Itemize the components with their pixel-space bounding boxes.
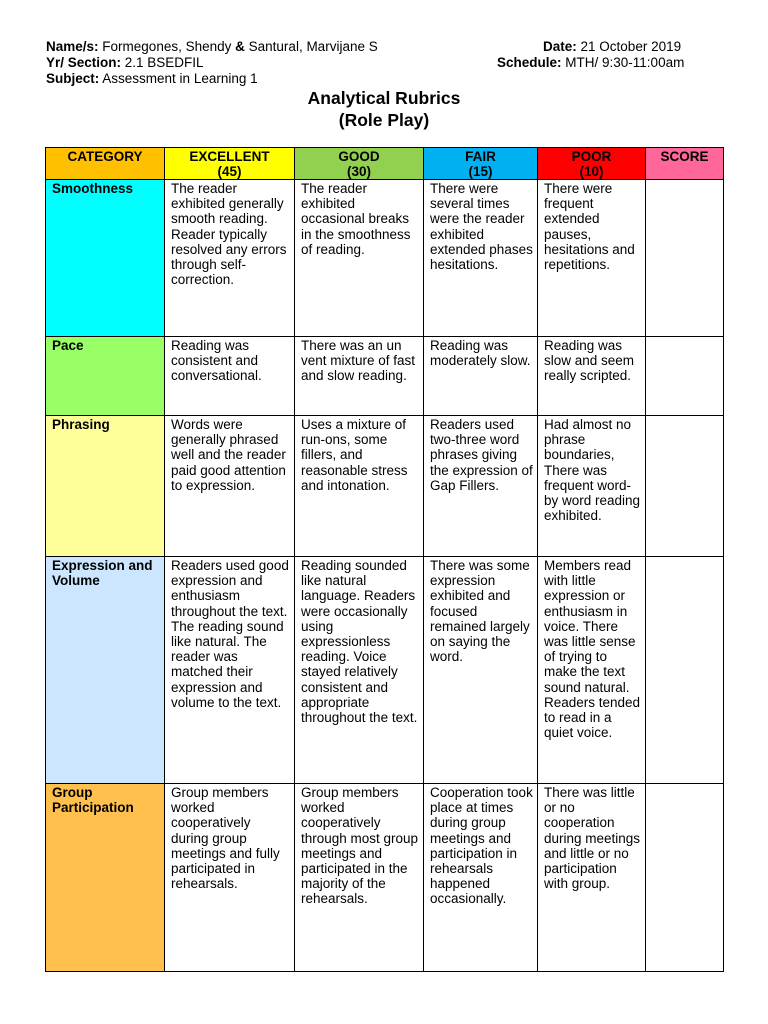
poor-text: There was little or no cooperation during meetings and little or no participation with group. xyxy=(544,785,641,892)
score-cell xyxy=(646,180,724,337)
col-header-label: CATEGORY xyxy=(67,149,143,164)
score-cell xyxy=(646,784,724,972)
good-text: Group members worked cooperatively through most group meetings and participated in the majority of the rehearsals. xyxy=(301,785,419,907)
category-label: Pace xyxy=(52,338,84,353)
schedule-value: MTH/ 9:30-11:00am xyxy=(565,55,685,70)
category-label: Expression and Volume xyxy=(52,558,153,589)
document-header xyxy=(46,39,722,87)
table-header-row xyxy=(46,148,724,180)
good-cell xyxy=(295,557,424,784)
section-field xyxy=(46,55,204,71)
schedule-label: Schedule: xyxy=(497,55,562,70)
fair-text: There were several times were the reader exhibited extended phases hesitations. xyxy=(430,181,533,273)
score-cell xyxy=(646,416,724,557)
header-row-subject xyxy=(46,71,722,87)
category-cell xyxy=(46,416,165,557)
fair-cell xyxy=(424,180,538,337)
score-cell xyxy=(646,557,724,784)
poor-text: Members read with little expression or enthusiasm in voice. There was little sense of trying to make the text sound natural. Readers tended to read in a quiet voice. xyxy=(544,558,641,741)
col-header-score xyxy=(646,148,724,180)
score-value xyxy=(646,416,723,417)
date-label: Date: xyxy=(543,39,577,54)
names-ampersand: & xyxy=(235,39,245,54)
fair-cell xyxy=(424,784,538,972)
poor-cell xyxy=(538,180,646,337)
fair-cell xyxy=(424,337,538,416)
poor-text: There were frequent extended pauses, hesitations and repetitions. xyxy=(544,181,635,273)
col-header-label: POOR xyxy=(571,149,612,164)
excellent-cell xyxy=(165,784,295,972)
score-value xyxy=(646,784,723,785)
excellent-text: Group members worked cooperatively during group meetings and fully participated in rehearsals. xyxy=(171,785,280,892)
poor-cell xyxy=(538,416,646,557)
col-header-fair xyxy=(424,148,538,180)
col-header-points: (30) xyxy=(346,164,371,179)
header-row-name xyxy=(46,39,722,55)
good-text: There was an un vent mixture of fast and slow reading. xyxy=(301,338,416,384)
table-row-pace xyxy=(46,337,724,416)
rubric-table xyxy=(45,147,724,972)
fair-text: Readers used two-three word phrases giving the expression of Gap Fillers. xyxy=(430,417,533,493)
fair-text: Cooperation took place at times during group meetings and participation in rehearsals happened occasionally. xyxy=(430,785,533,907)
category-cell xyxy=(46,337,165,416)
col-header-label: FAIR xyxy=(465,149,496,164)
col-header-points: (15) xyxy=(468,164,493,179)
table-row-group-participation xyxy=(46,784,724,972)
score-value xyxy=(646,337,723,338)
table-row-phrasing xyxy=(46,416,724,557)
poor-text: Had almost no phrase boundaries, There was frequent word-by word reading exhibited. xyxy=(544,417,641,524)
col-header-label: SCORE xyxy=(660,149,709,164)
category-cell xyxy=(46,180,165,337)
good-cell xyxy=(295,180,424,337)
category-label: Phrasing xyxy=(52,417,110,432)
schedule-field xyxy=(497,55,684,71)
excellent-cell xyxy=(165,337,295,416)
good-text: Uses a mixture of run-ons, some fillers, and reasonable stress and intonation. xyxy=(301,417,408,493)
good-text: Reading sounded like natural language. Readers were occasionally using expressionless reading. Voice stayed relatively consistent and appropriate throughout the text. xyxy=(301,558,418,726)
col-header-good xyxy=(295,148,424,180)
good-text: The reader exhibited occasional breaks in the smoothness of reading. xyxy=(301,181,411,257)
category-cell xyxy=(46,784,165,972)
header-row-section xyxy=(46,55,722,71)
table-row-smoothness xyxy=(46,180,724,337)
names-field xyxy=(46,39,378,55)
table-row-expression xyxy=(46,557,724,784)
score-value xyxy=(646,180,723,181)
fair-text: There was some expression exhibited and focused remained largely on saying the word. xyxy=(430,558,530,665)
section-label: Yr/ Section: xyxy=(46,55,122,70)
fair-cell xyxy=(424,557,538,784)
good-cell xyxy=(295,337,424,416)
poor-cell xyxy=(538,784,646,972)
excellent-text: The reader exhibited generally smooth reading. Reader typically resolved any errors through self-correction. xyxy=(171,181,287,288)
poor-cell xyxy=(538,557,646,784)
date-field xyxy=(543,39,681,55)
col-header-excellent xyxy=(165,148,295,180)
score-value xyxy=(646,557,723,558)
col-header-label: EXCELLENT xyxy=(189,149,270,164)
poor-text: Reading was slow and seem really scripted. xyxy=(544,338,635,384)
category-cell xyxy=(46,557,165,784)
col-header-category xyxy=(46,148,165,180)
good-cell xyxy=(295,784,424,972)
names-value-2: Santural, Marvijane S xyxy=(248,39,378,54)
subject-field xyxy=(46,71,258,87)
section-value: 2.1 BSEDFIL xyxy=(124,55,204,70)
date-value: 21 October 2019 xyxy=(580,39,682,54)
excellent-cell xyxy=(165,557,295,784)
col-header-poor xyxy=(538,148,646,180)
col-header-label: GOOD xyxy=(338,149,380,164)
excellent-cell xyxy=(165,416,295,557)
col-header-points: (10) xyxy=(579,164,604,179)
excellent-cell xyxy=(165,180,295,337)
document-title: Analytical Rubrics xyxy=(307,88,461,108)
excellent-text: Reading was consistent and conversational. xyxy=(171,338,262,384)
names-value-1: Formegones, Shendy xyxy=(102,39,232,54)
document-subtitle: (Role Play) xyxy=(338,110,430,130)
col-header-points: (45) xyxy=(217,164,242,179)
good-cell xyxy=(295,416,424,557)
names-label: Name/s: xyxy=(46,39,99,54)
poor-cell xyxy=(538,337,646,416)
fair-cell xyxy=(424,416,538,557)
subject-label: Subject: xyxy=(46,71,100,86)
excellent-text: Words were generally phrased well and the reader paid good attention to expression. xyxy=(171,417,286,493)
subject-value: Assessment in Learning 1 xyxy=(102,71,258,86)
category-label: Smoothness xyxy=(52,181,134,196)
fair-text: Reading was moderately slow. xyxy=(430,338,531,369)
category-label: Group Participation xyxy=(52,785,134,816)
excellent-text: Readers used good expression and enthusiasm throughout the text. The reading sound like natural. The reader was matched their expression and volume to the text. xyxy=(171,558,289,710)
score-cell xyxy=(646,337,724,416)
